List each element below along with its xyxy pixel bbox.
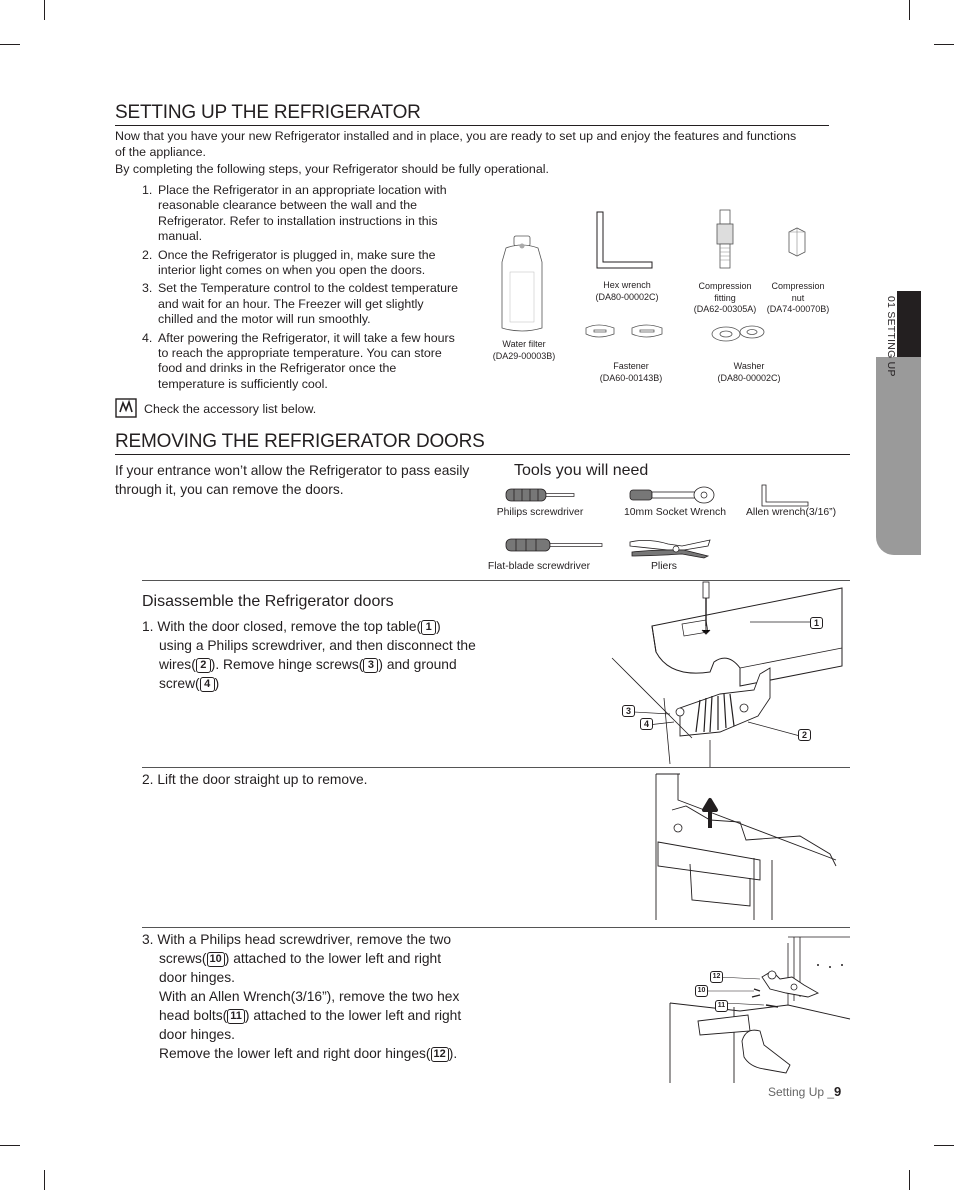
callout-badge: 2 [196,658,211,673]
pliers-label: Pliers [651,561,677,572]
water-filter-caption: Water filter (DA29-00003B) [492,339,556,361]
callout-3: 3 [622,705,635,717]
socket-wrench-label: 10mm Socket Wrench [623,507,727,518]
washer-image [708,322,768,350]
callout-11: 11 [715,1000,728,1012]
pliers-icon [628,536,712,560]
setup-title-rule [115,125,829,126]
compression-nut-caption: Compression nut (DA74-00070B) [766,281,830,314]
crop-mark [44,1170,45,1190]
disassemble-top-rule [142,580,850,581]
callout-1: 1 [810,617,823,629]
water-filter-image [496,236,548,334]
philips-screwdriver-icon [506,488,578,502]
side-tab-dark [897,291,921,357]
note-text: Check the accessory list below. [144,402,317,416]
fastener-image [584,322,670,340]
socket-wrench-icon [630,484,716,506]
lift-door-illustration [650,770,850,926]
crop-mark [909,1170,910,1190]
hex-wrench-caption: Hex wrench (DA80-00002C) [595,280,659,302]
setup-step: 1. Place the Refrigerator in an appropriate location with reasonable clearance between the wall and the Refrigerator. Refer to installation instructions in this manual. [142,183,447,244]
flat-screwdriver-label: Flat-blade screwdriver [487,561,591,572]
callout-badge: 12 [431,1047,449,1062]
callout-12: 12 [710,971,723,983]
setup-title: SETTING UP THE REFRIGERATOR [115,102,421,123]
crop-mark [934,44,954,45]
allen-wrench-label: Allen wrench(3/16”) [745,507,837,518]
crop-mark [909,0,910,20]
page-footer: Setting Up _9 [768,1084,842,1099]
removing-intro: If your entrance won’t allow the Refrigerator to pass easily through it, you can remove the doors. [115,463,470,497]
crop-mark [0,44,20,45]
callout-badge: 4 [200,677,215,692]
crop-mark [934,1145,954,1146]
lower-hinge-illustration [668,935,850,1083]
step-divider-2 [142,927,850,928]
disassemble-step-3: 3. With a Philips head screwdriver, remove the two screws( 10 ) attached to the lower left and right door hinges. With an Allen Wrench(3/16”), remove the two hex head bolts( 11 ) attached to the lower left and right door hinges. Remove the lower left and right door hinges( 12 ). [142,932,462,1061]
allen-wrench-icon [760,484,810,508]
flat-screwdriver-icon [506,538,606,552]
setup-step: 3. Set the Temperature control to the coldest temperature and wait for an hour. The Freezer will get slightly chilled and the motor will run smoothly. [142,281,459,327]
crop-mark [0,1145,20,1146]
washer-caption: Washer (DA80-00002C) [717,361,781,383]
tools-title: Tools you will need [514,462,649,479]
compression-fitting-caption: Compression fitting (DA62-00305A) [693,281,757,314]
setup-intro-1: Now that you have your new Refrigerator installed and in place, you are ready to set up and enjoy the features and functions of the appliance. [115,129,797,159]
compression-nut-image [786,228,808,256]
removing-title: REMOVING THE REFRIGERATOR DOORS [115,431,485,452]
crop-mark [44,0,45,20]
callout-badge: 10 [207,952,225,967]
philips-screwdriver-label: Philips screwdriver [496,507,584,518]
top-hinge-illustration [610,582,850,768]
disassemble-title: Disassemble the Refrigerator doors [142,593,394,610]
callout-10: 10 [695,985,708,997]
setup-steps [142,183,460,395]
disassemble-step-1: 1. With the door closed, remove the top table( 1 ) using a Philips screwdriver, and then disconnect the wires( 2 ). Remove hinge screws( 3 ) and ground screw( 4 ) [142,619,476,691]
disassemble-step-2: 2. Lift the door straight up to remove. [142,772,368,787]
callout-4: 4 [640,718,653,730]
note-icon [115,398,137,418]
fastener-caption: Fastener (DA60-00143B) [599,361,663,383]
setup-step: 2. Once the Refrigerator is plugged in, make sure the interior light comes on when you open the doors. [142,247,436,278]
compression-fitting-image [714,210,736,274]
callout-badge: 1 [421,620,436,635]
side-tab-label: 01 SETTING UP [885,296,896,377]
removing-title-rule [115,454,850,455]
hex-wrench-image [594,210,656,272]
setup-intro-2: By completing the following steps, your Refrigerator should be fully operational. [115,162,549,176]
step-divider-1 [142,767,850,768]
callout-2: 2 [798,729,811,741]
callout-badge: 11 [227,1009,245,1024]
callout-badge: 3 [363,658,378,673]
page-number: 9 [834,1084,842,1099]
setup-step: 4. After powering the Refrigerator, it will take a few hours to reach the appropriate temperature. You can store food and drinks in the Refrigerator once the temperature is sufficiently cool. [142,330,455,391]
